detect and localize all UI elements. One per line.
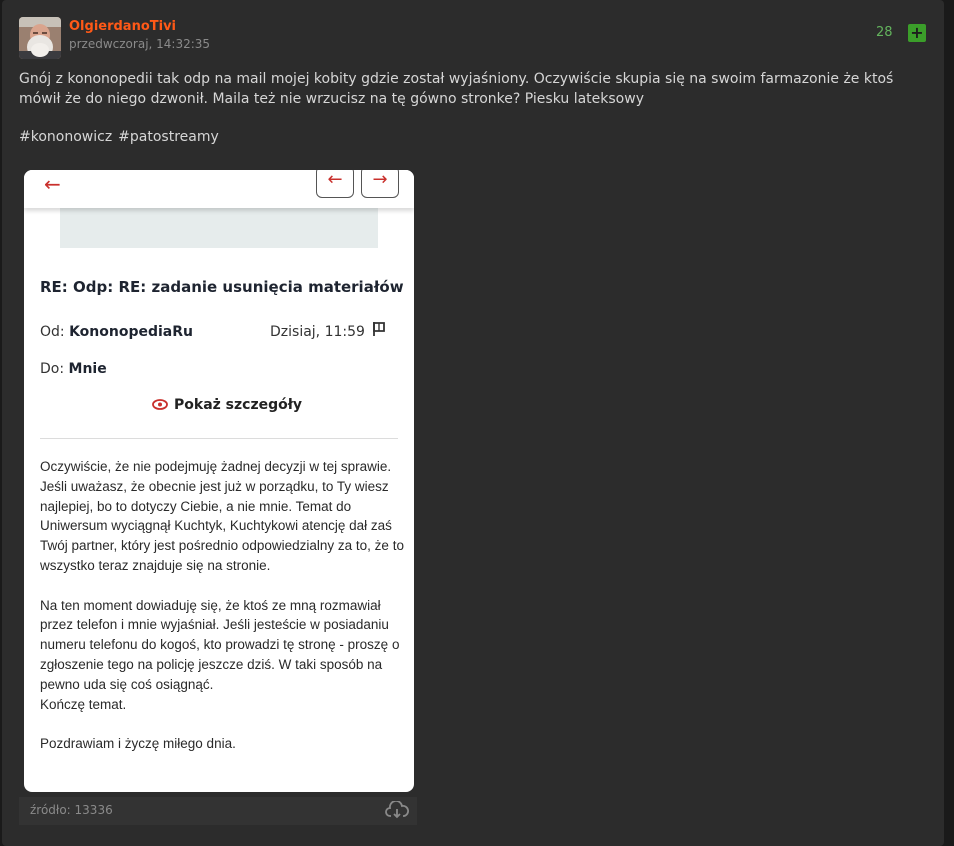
email-from [40,324,193,340]
post-text: Gnój z kononopedii tak odp na mail mojej kobity gdzie został wyjaśniony. Oczywiście skupia się na swoim farmazonie że ktoś mówił że do niego dzwonił. Maila też nie wrzucisz na tę gówno stronke? Piesku lateksowy [19,71,894,107]
vote-count: 28 [876,25,893,40]
divider [40,438,398,439]
email-paragraph: Pozdrawiam i życzę miłego dnia. [40,736,236,752]
email-toolbar [24,170,414,208]
email-paragraph: Na ten moment dowiaduję się, że ktoś ze mną rozmawiał przez telefon i mnie wyjaśniał. Jeśli jesteście w posiadaniu numeru telefonu do kogoś, kto prowadzi tę stronę - proszę o zgłoszenie tego na policję jeszcze dziś. W taki sposób na pewno uda się coś osiągnąć. Kończę temat. [40,597,400,712]
tag-link[interactable]: #kononowicz [19,129,113,145]
email-paragraph: Oczywiście, że nie podejmuję żadnej decyzji w tej sprawie. Jeśli uważasz, że obecnie jest już w porządku, to Ty wiesz najlepiej, bo to dotyczy Ciebie, a nie mnie. Temat do Uniwersum wyciągnął Kuchtyk, Kuchtykowi atencję dał zaś Twój partner, który jest pośrednio odpowiedzialny za to, że to wszystko teraz znajduje się na stronie. [40,459,404,573]
post-card [2,0,944,846]
prev-arrow-icon: ← [316,170,354,198]
avatar[interactable] [19,17,61,59]
back-arrow-icon: ← [44,172,61,196]
upvote-button[interactable]: + [908,24,926,42]
flag-icon [370,320,388,342]
source-link[interactable]: źródło: 13336 [30,803,113,817]
email-body [40,457,404,774]
source-bar [19,797,417,825]
tag-link[interactable]: #patostreamy [118,129,219,145]
email-date: Dzisiaj, 11:59 [270,324,365,340]
next-arrow-icon: → [361,170,399,198]
from-label: Od: [40,324,65,340]
email-to [40,361,107,377]
to-value: Mnie [68,361,107,377]
tag-list [19,129,225,145]
eye-icon [152,399,168,410]
to-label: Do: [40,361,65,377]
download-icon[interactable] [385,801,409,825]
post-timestamp: przedwczoraj, 14:32:35 [69,37,211,51]
image-placeholder [60,208,378,248]
embedded-image[interactable] [24,170,414,792]
author-name[interactable]: OlgierdanoTivi [69,19,177,34]
email-subject: RE: Odp: RE: zadanie usunięcia materiałów [40,278,404,296]
details-label: Pokaż szczegóły [174,397,303,413]
from-value: KononopediaRu [69,324,193,340]
show-details [152,397,302,413]
